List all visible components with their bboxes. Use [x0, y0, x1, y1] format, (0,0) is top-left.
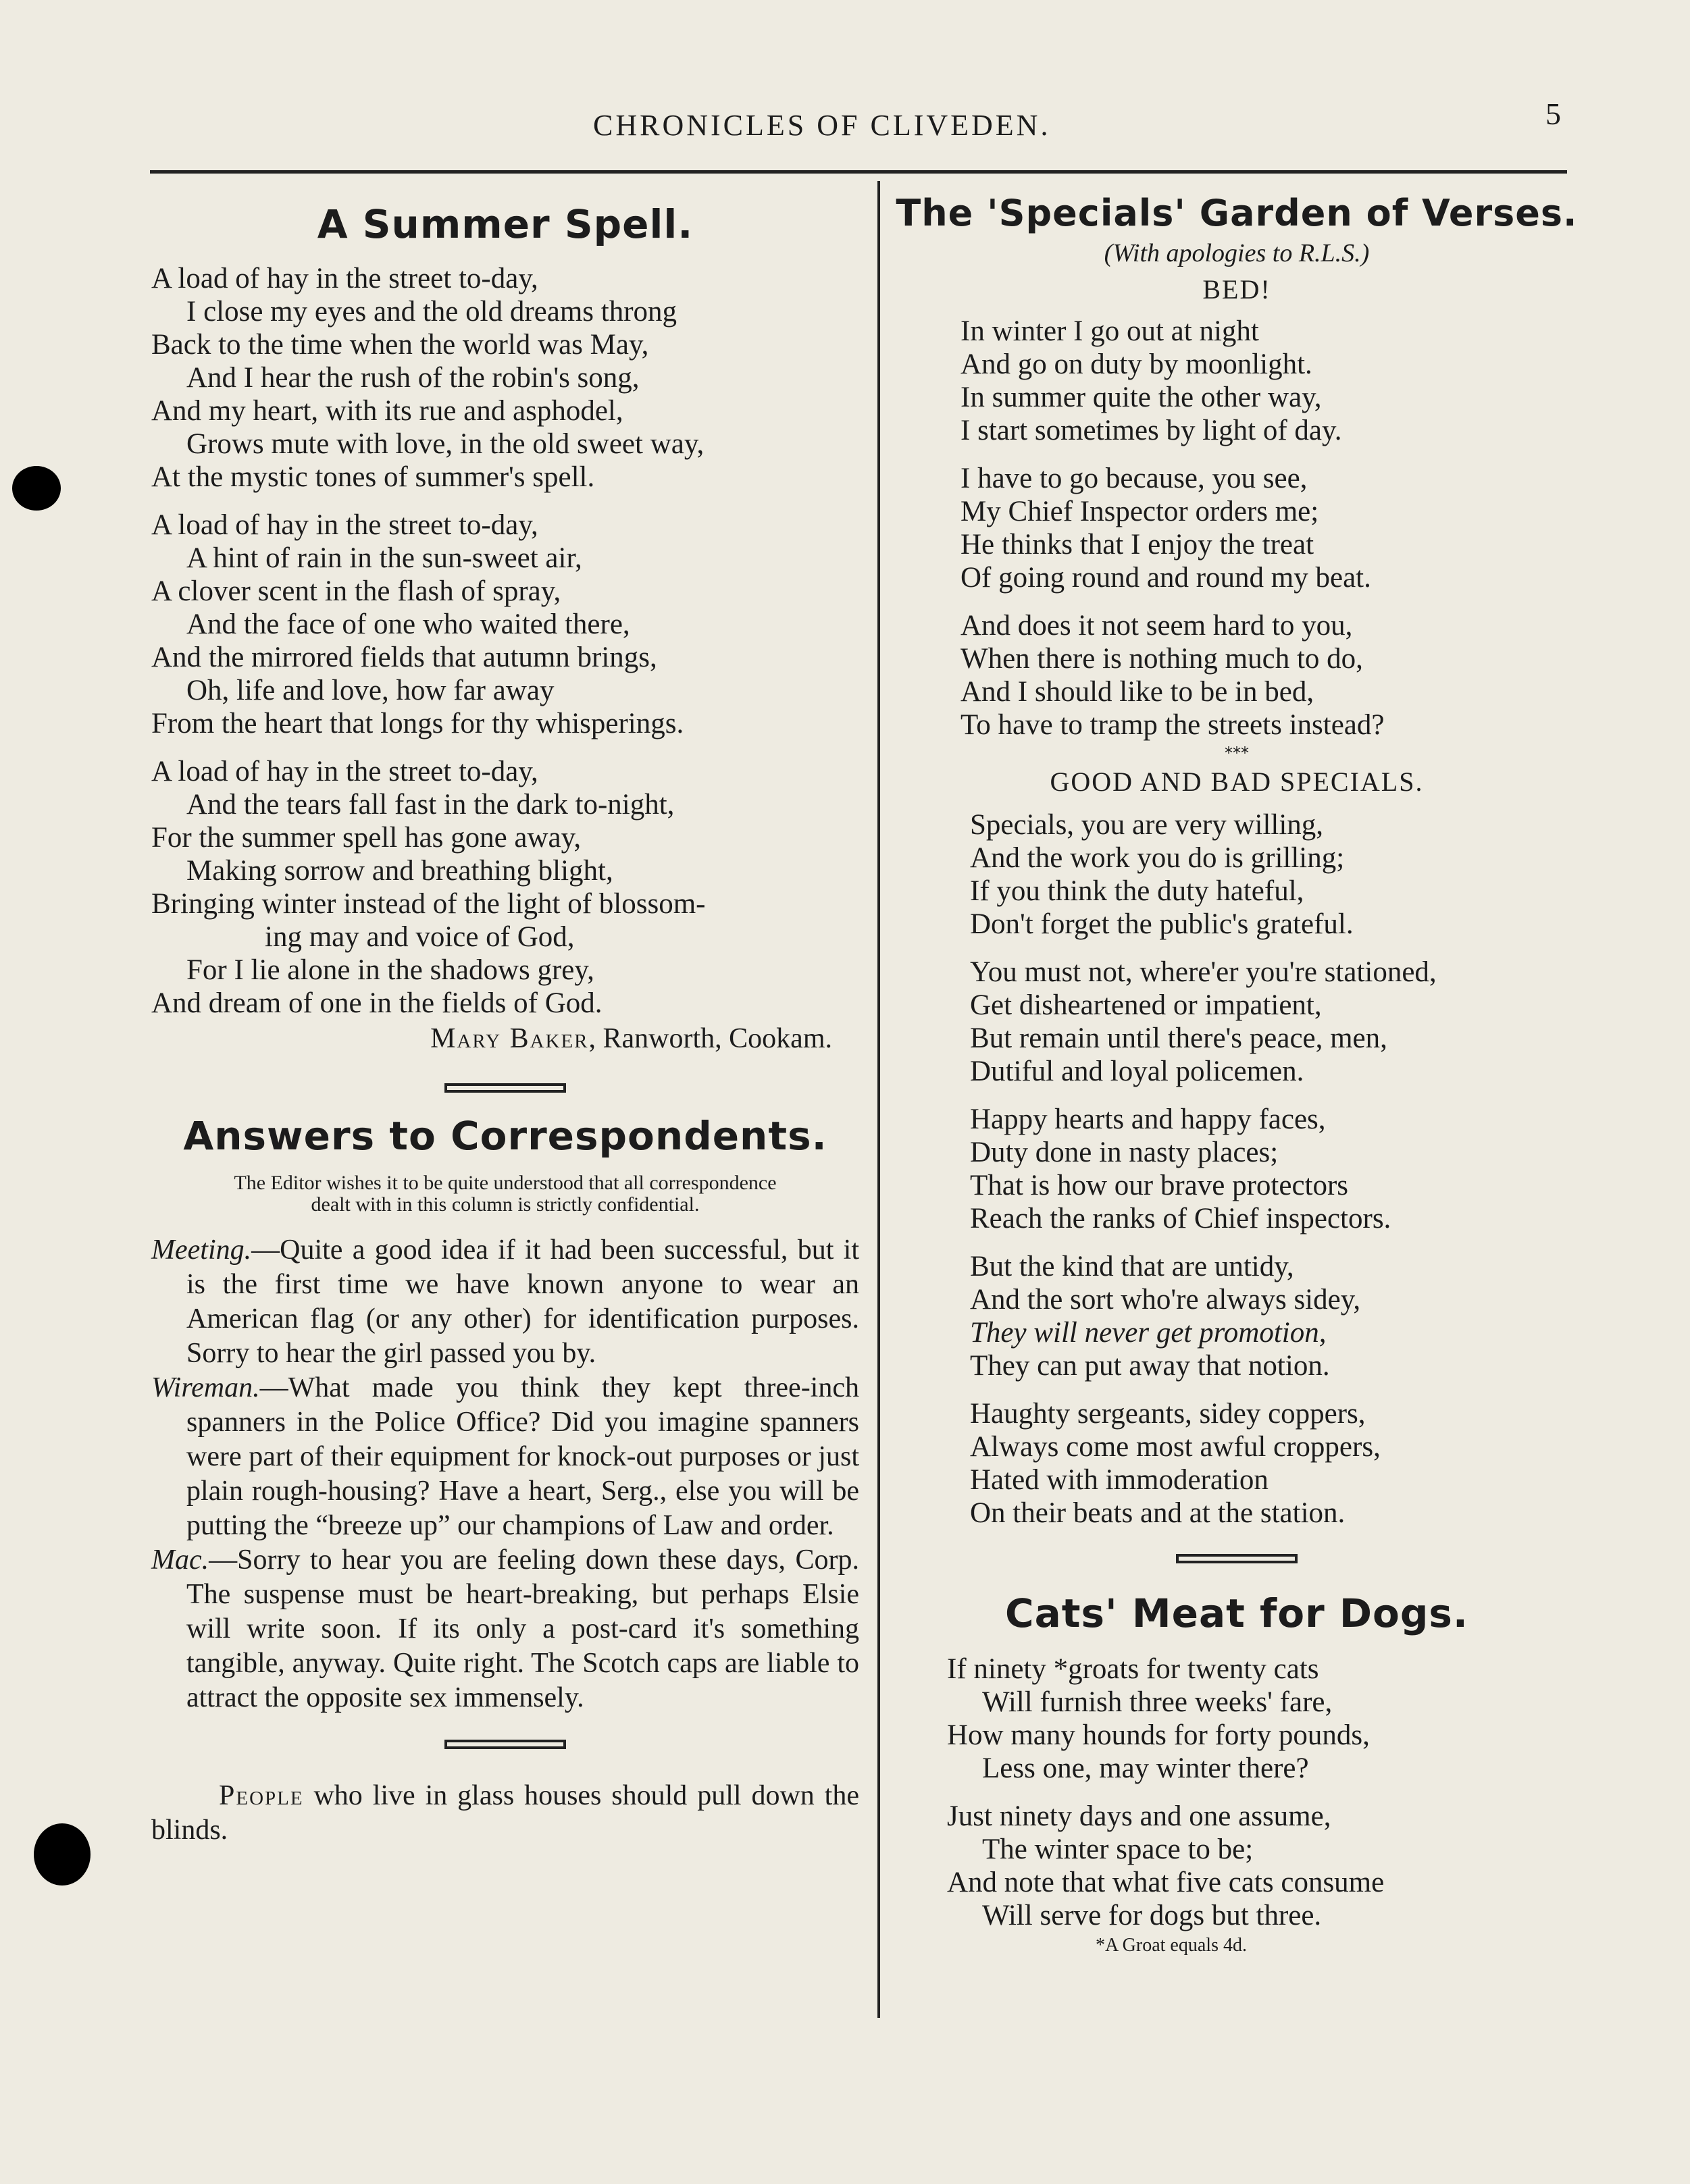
summer-spell-title: A Summer Spell. [317, 201, 694, 247]
summer-spell-signature [151, 1022, 859, 1055]
specials-title: The 'Specials' Garden of Verses. [896, 192, 1578, 234]
answer-text: —What made you think they kept three-inch spanners in the Police Office? Did you imagine spanners were part of their equipment for knock-out purposes or just plain rough-housing? Have a heart, Serg., else you will be putting the “breeze up” our champions of Law and order. [186, 1372, 859, 1541]
verse-line: To have to tramp the streets instead? [961, 709, 1385, 741]
verse-line: Dutiful and loyal policemen. [970, 1056, 1304, 1087]
groat-footnote: *A Groat equals 4d. [1096, 1935, 1247, 1956]
verse-line: They will never get promotion, [970, 1317, 1327, 1349]
top-rule [150, 170, 1567, 174]
verse-line: He thinks that I enjoy the treat [961, 529, 1314, 561]
answer-text: —Quite a good idea if it had been successful, but it is the first time we have known anyone to wear an American flag (or any other) for identification purposes. Sorry to hear the girl passed you by. [186, 1234, 859, 1369]
stanza [151, 509, 859, 740]
asterism: *** [1225, 744, 1249, 762]
stanza [961, 462, 1581, 594]
stanza [970, 956, 1581, 1088]
left-column [151, 182, 859, 1848]
author-place: , Ranworth, Cookam. [588, 1023, 832, 1054]
verse-line: Don't forget the public's grateful. [970, 908, 1354, 940]
verse-line: Will serve for dogs but three. [982, 1900, 1322, 1931]
verse-line: For the summer spell has gone away, [151, 822, 582, 854]
verse-line: And note that what five cats consume [947, 1867, 1385, 1898]
correspondent-name: Meeting. [151, 1234, 252, 1266]
verse-line: Back to the time when the world was May, [151, 329, 649, 361]
good-bad-poem [893, 808, 1581, 1530]
verse-line: A load of hay in the street to-day, [151, 509, 538, 541]
stanza [961, 609, 1581, 742]
verse-line: Duty done in nasty places; [970, 1137, 1279, 1168]
answer-item [151, 1233, 859, 1371]
bed-heading: BED! [1202, 274, 1271, 305]
stanza [970, 808, 1581, 941]
verse-line: How many hounds for forty pounds, [947, 1719, 1370, 1751]
answer-text: —Sorry to hear you are feeling down these days, Corp. The suspense must be heart-breaking, but perhaps Elsie will write soon. If its only a post-card it's something tangible, anyway. Quite right. The Scotch caps are liable to attract the opposite sex immensely. [186, 1544, 859, 1713]
stanza [970, 1250, 1581, 1382]
verse-line: Oh, life and love, how far away [186, 675, 555, 706]
verse-line: And the mirrored fields that autumn brings, [151, 642, 657, 673]
section-ornament [444, 1740, 566, 1749]
summer-spell-poem [151, 262, 859, 1020]
verse-line: For I lie alone in the shadows grey, [186, 954, 594, 986]
verse-line: Less one, may winter there? [982, 1752, 1309, 1784]
running-head: CHRONICLES OF CLIVEDEN. [593, 109, 1051, 142]
verse-line: And I should like to be in bed, [961, 676, 1314, 708]
verse-line: But the kind that are untidy, [970, 1251, 1294, 1282]
lead-word: People [219, 1780, 304, 1811]
verse-line: Making sorrow and breathing blight, [186, 855, 613, 887]
stanza [947, 1653, 1581, 1785]
page-number: 5 [1545, 97, 1561, 131]
section-ornament [444, 1083, 566, 1093]
correspondent-name: Wireman. [151, 1372, 260, 1403]
right-column [893, 182, 1581, 1956]
verse-line: My Chief Inspector orders me; [961, 496, 1319, 527]
verse-line: That is how our brave protectors [970, 1170, 1349, 1201]
section-ornament [1176, 1554, 1298, 1563]
good-bad-heading: GOOD AND BAD SPECIALS. [1050, 766, 1424, 797]
stanza [151, 262, 859, 494]
verse-line: In summer quite the other way, [961, 382, 1322, 413]
verse-line: A clover scent in the flash of spray, [151, 575, 561, 607]
verse-line: ing may and voice of God, [265, 921, 575, 953]
stanza [970, 1103, 1581, 1235]
verse-line: I start sometimes by light of day. [961, 415, 1342, 446]
verse-line: Always come most awful croppers, [970, 1431, 1381, 1463]
answers-title: Answers to Correspondents. [183, 1113, 827, 1159]
verse-line: I close my eyes and the old dreams throng [186, 296, 677, 328]
verse-line: And the work you do is grilling; [970, 842, 1345, 874]
editor-note: The Editor wishes it to be quite understood that all correspondence dealt with in this column is strictly confidential. [234, 1172, 777, 1216]
verse-line: A load of hay in the street to-day, [151, 756, 538, 787]
verse-line: And my heart, with its rue and asphodel, [151, 395, 623, 427]
verse-line: Just ninety days and one assume, [947, 1800, 1331, 1832]
verse-line: Happy hearts and happy faces, [970, 1103, 1326, 1135]
verse-line: And I hear the rush of the robin's song, [186, 362, 640, 394]
verse-line: You must not, where'er you're stationed, [970, 956, 1437, 988]
specials-subtitle: (With apologies to R.L.S.) [1104, 239, 1370, 267]
stanza [151, 755, 859, 1020]
verse-line: And the tears fall fast in the dark to-night, [186, 789, 675, 821]
verse-line: Haughty sergeants, sidey coppers, [970, 1398, 1366, 1430]
cats-meat-title: Cats' Meat for Dogs. [1005, 1590, 1468, 1636]
correspondent-name: Mac. [151, 1544, 209, 1576]
verse-line: And the face of one who waited there, [186, 608, 630, 640]
bed-poem [893, 315, 1581, 742]
verse-line: Grows mute with love, in the old sweet way, [186, 428, 705, 460]
verse-line: But remain until there's peace, men, [970, 1022, 1387, 1054]
author-name: Mary Baker [430, 1023, 589, 1054]
glass-houses-paragraph [151, 1779, 859, 1848]
verse-line: On their beats and at the station. [970, 1497, 1346, 1529]
verse-line: And dream of one in the fields of God. [151, 987, 603, 1019]
verse-line: If you think the duty hateful, [970, 875, 1304, 907]
column-divider [877, 181, 880, 2018]
verse-line: In winter I go out at night [961, 315, 1259, 347]
verse-line: They can put away that notion. [970, 1350, 1330, 1382]
cats-meat-poem [893, 1653, 1581, 1932]
verse-line: The winter space to be; [982, 1834, 1254, 1865]
verse-line: Bringing winter instead of the light of blossom- [151, 888, 706, 920]
verse-line: Hated with immoderation [970, 1464, 1269, 1496]
verse-line: And the sort who're always sidey, [970, 1284, 1361, 1316]
verse-line: And does it not seem hard to you, [961, 610, 1353, 642]
verse-line: Specials, you are very willing, [970, 809, 1324, 841]
stanza [947, 1800, 1581, 1932]
stanza [961, 315, 1581, 447]
verse-line: If ninety *groats for twenty cats [947, 1653, 1319, 1685]
binding-hole-bottom [34, 1823, 91, 1886]
answer-item [151, 1543, 859, 1715]
verse-line: Get disheartened or impatient, [970, 989, 1322, 1021]
answer-item [151, 1371, 859, 1543]
verse-line: At the mystic tones of summer's spell. [151, 461, 595, 493]
verse-line: A hint of rain in the sun-sweet air, [186, 542, 582, 574]
stanza [970, 1397, 1581, 1530]
verse-line: Will furnish three weeks' fare, [982, 1686, 1333, 1718]
verse-line: And go on duty by moonlight. [961, 348, 1312, 380]
verse-line: Of going round and round my beat. [961, 562, 1371, 594]
verse-line: A load of hay in the street to-day, [151, 263, 538, 294]
verse-line: When there is nothing much to do, [961, 643, 1363, 675]
verse-line: I have to go because, you see, [961, 463, 1308, 494]
verse-line: Reach the ranks of Chief inspectors. [970, 1203, 1391, 1234]
paragraph-text: who live in glass houses should pull down the blinds. [151, 1780, 859, 1846]
verse-line: From the heart that longs for thy whisperings. [151, 708, 684, 739]
binding-hole-top [12, 466, 61, 511]
